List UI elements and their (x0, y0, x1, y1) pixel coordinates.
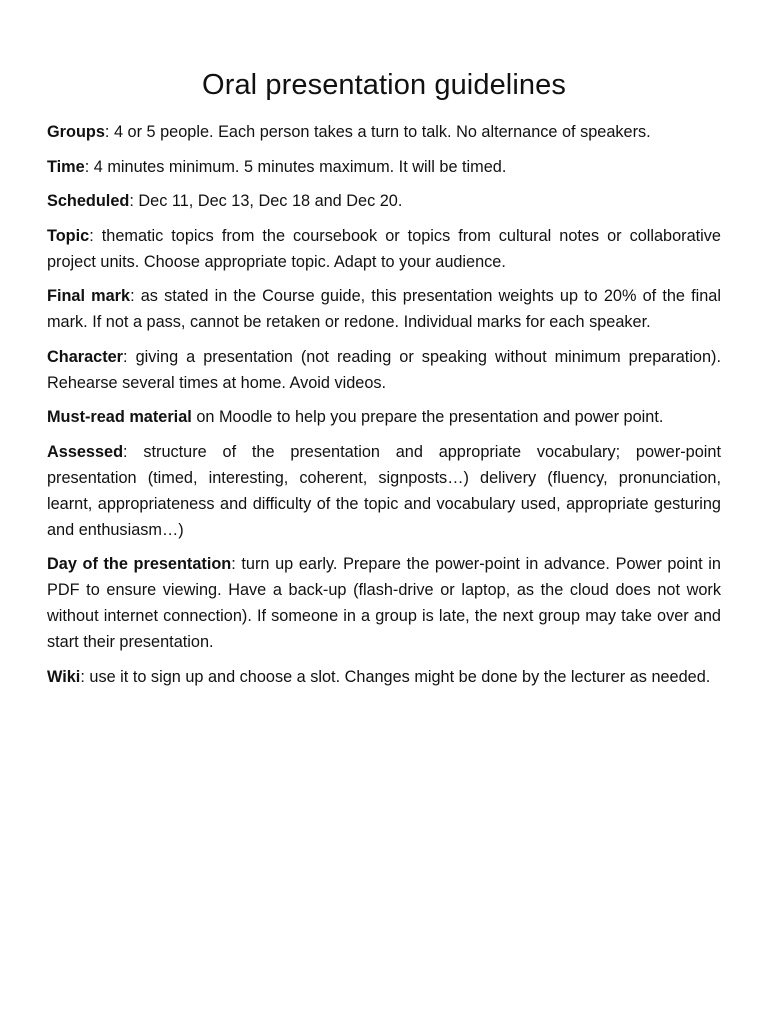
section-term: Wiki (47, 667, 81, 686)
section-separator: : (89, 226, 102, 245)
section-separator: : (123, 442, 144, 461)
section-time (47, 154, 721, 180)
section-character (47, 344, 721, 396)
section-separator: : (129, 192, 139, 210)
guidelines-body (47, 119, 721, 698)
section-text: giving a presentation (not reading or speaking without minimum preparation). Rehearse several times at home. Avoid videos. (47, 347, 721, 392)
section-term: Time (47, 157, 85, 176)
section-term: Day of the presentation (47, 555, 232, 573)
document-title: Oral presentation guidelines (202, 69, 566, 102)
section-text: on Moodle to help you prepare the presentation and power point. (196, 408, 664, 426)
section-separator: : (84, 157, 94, 176)
section-term: Must-read material (47, 408, 192, 426)
section-separator: : (123, 347, 136, 366)
section-text: 4 or 5 people. Each person takes a turn to talk. No alternance of speakers. (113, 123, 651, 141)
section-separator: : (80, 667, 90, 686)
section-text: as stated in the Course guide, this presentation weights up to 20% of the final mark. If not a pass, cannot be retaken or redone. Individual marks for each speaker. (47, 287, 721, 331)
section-text: structure of the presentation and appropriate vocabulary; power-point presentation (timed, interesting, coherent, signposts…) delivery (fluency, pronunciation, learnt, appropriateness and difficulty of the topic and vocabulary used, appropriate gesturing and enthusiasm…) (47, 442, 721, 539)
section-text: thematic topics from the coursebook or topics from cultural notes or collaborative project units. Choose appropriate topic. Adapt to your audience. (47, 226, 721, 271)
section-term: Scheduled (47, 192, 130, 210)
section-scheduled (47, 188, 721, 214)
section-groups (47, 119, 721, 145)
section-term: Character (47, 347, 124, 366)
section-text: Dec 11, Dec 13, Dec 18 and Dec 20. (138, 192, 403, 210)
section-separator: : (130, 287, 141, 305)
section-text: turn up early. Prepare the power-point in advance. Power point in PDF to ensure viewing. Have a back-up (flash-drive or laptop, as the cloud does not work without internet connection). If someone in a group is late, the next group may take over and start their presentation. (47, 555, 721, 651)
section-term: Topic (47, 226, 90, 245)
section-text: use it to sign up and choose a slot. Changes might be done by the lecturer as needed. (89, 667, 711, 686)
section-day-of-presentation (47, 551, 721, 655)
section-final-mark (47, 283, 721, 335)
section-separator: : (104, 123, 114, 141)
section-assessed (47, 439, 721, 543)
section-separator: : (231, 555, 242, 573)
section-term: Final mark (47, 287, 131, 305)
section-term: Groups (47, 123, 105, 141)
section-term: Assessed (47, 442, 124, 461)
section-topic (47, 223, 721, 275)
section-wiki (47, 664, 721, 690)
section-must-read-material (47, 404, 721, 430)
section-text: 4 minutes minimum. 5 minutes maximum. It will be timed. (93, 157, 507, 176)
